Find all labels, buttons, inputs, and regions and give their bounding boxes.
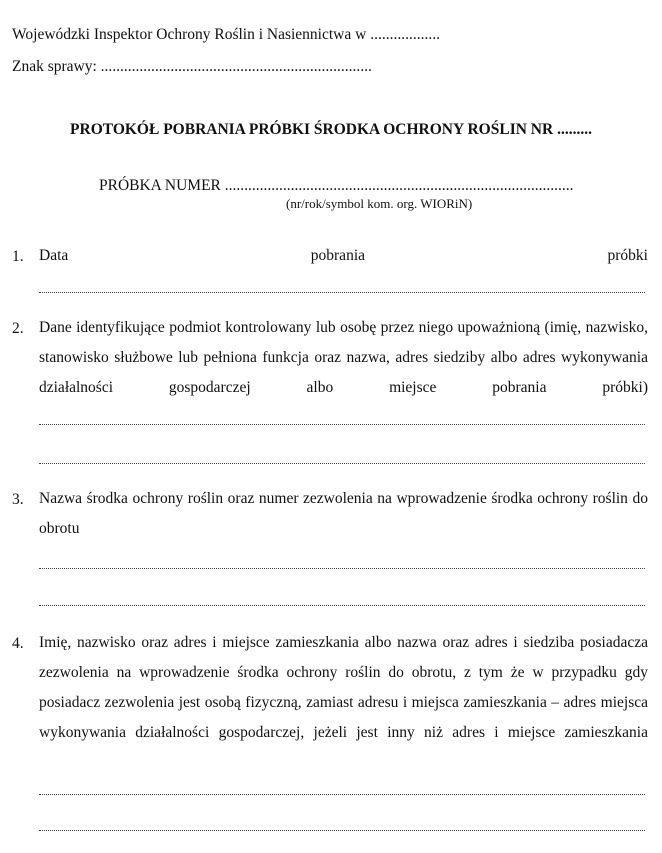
case-number-line: Znak sprawy: ...................................................................... [12,58,372,75]
item-4-text: Imię, nazwisko oraz adres i miejsce zamieszkania albo nazwa oraz adres i siedziba posiadacza zezwolenia na wprowadzenie środka ochrony roślin do obrotu, z tym że w przypadku gdy posiadacz zezwolenia jest osobą fizyczną, zamiast adresu i miejsca zamieszkania – adres miejsca wykonywania działalności gospodarczej, jeżeli jest inny niż adres i miejsce zamieszkania [39,634,648,741]
item-2-answer-line-1[interactable] [39,424,645,425]
item-3-answer-line-1[interactable] [39,568,645,569]
inspector-line: Wojewódzki Inspektor Ochrony Roślin i Nasiennictwa w .................. [12,26,440,43]
item-3-number: 3. [12,491,24,508]
document-title: PROTOKÓŁ POBRANIA PRÓBKI ŚRODKA OCHRONY ROŚLIN NR ......... [70,121,592,138]
item-4-answer-line-1[interactable] [39,794,645,795]
item-3-text: Nazwa środka ochrony roślin oraz numer zezwolenia na wprowadzenie środka ochrony roślin do obrotu [39,490,648,537]
sample-number-hint: (nr/rok/symbol kom. org. WIORiN) [286,196,473,211]
item-2-answer-line-2[interactable] [39,463,645,464]
item-3-answer-line-2[interactable] [39,605,645,606]
item-1-text: Data pobrania próbki [39,247,648,264]
item-1-number: 1. [12,248,24,265]
item-2-text: Dane identyfikujące podmiot kontrolowany lub osobę przez niego upoważnioną (imię, nazwisko, stanowisko służbowe lub pełniona funkcja oraz nazwa, adres siedziby albo adres wykonywania działalności gospodarczej albo miejsce pobrania próbki) [39,319,648,396]
item-4-answer-line-2[interactable] [39,830,645,831]
sample-number-line: PRÓBKA NUMER .......................................................................................... [99,177,574,194]
item-2-number: 2. [12,320,24,337]
item-4-number: 4. [12,635,24,652]
item-1-answer-line[interactable] [39,292,645,293]
